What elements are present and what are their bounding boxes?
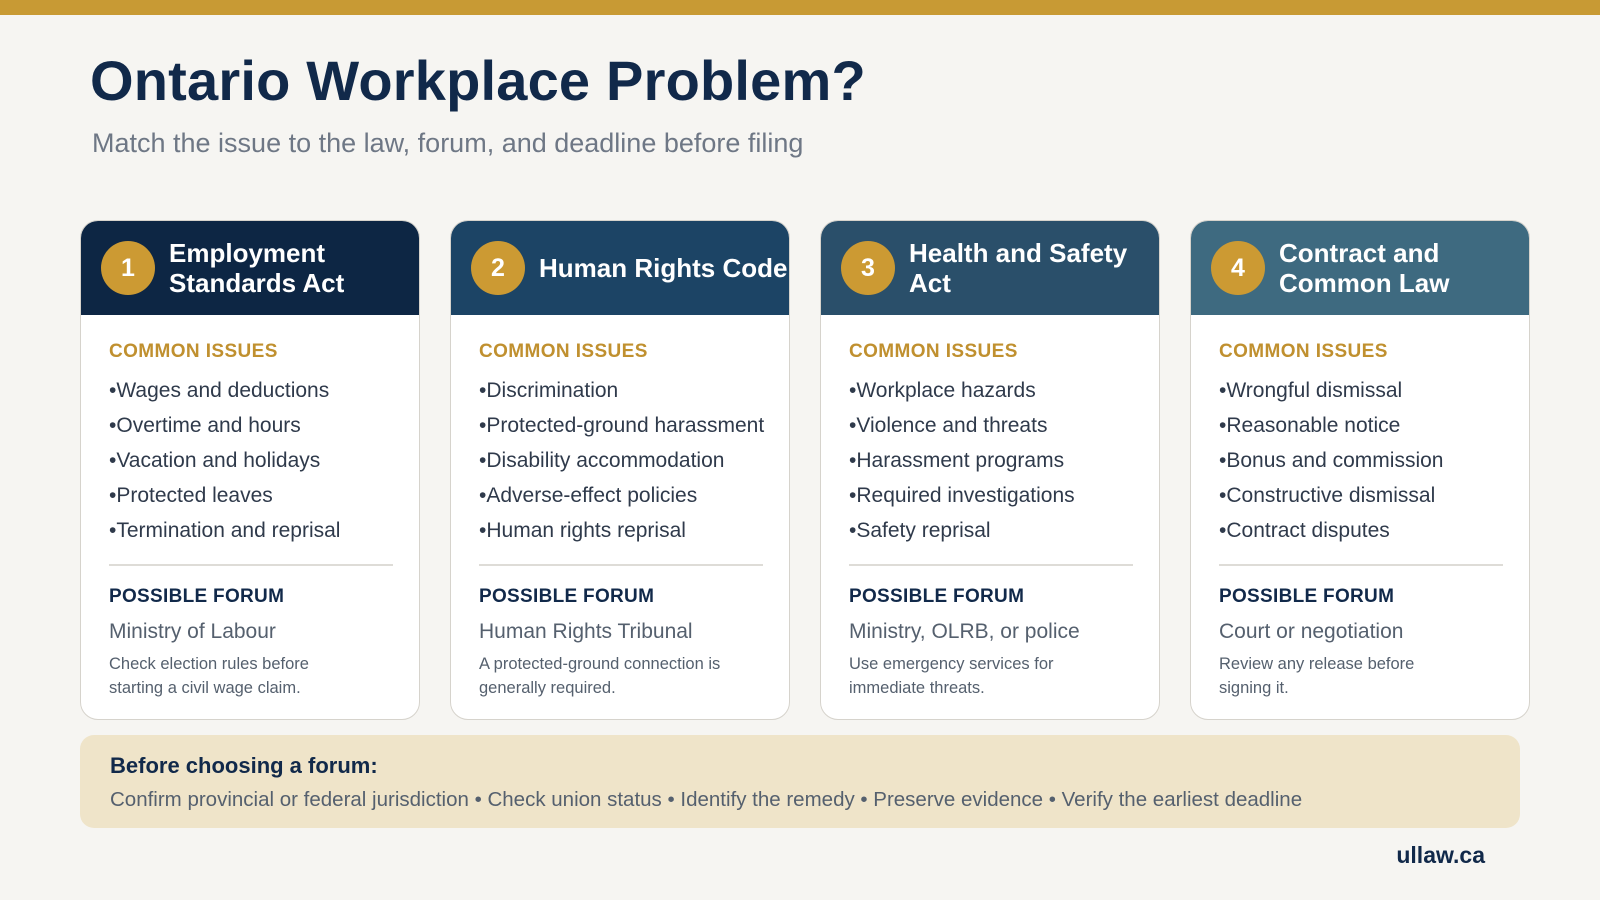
issue-item: • Safety reprisal — [849, 516, 1131, 551]
card-body — [821, 315, 1159, 700]
forum-value: Ministry of Labour — [109, 620, 276, 643]
issue-item: • Disability accommodation — [479, 446, 761, 481]
issue-item: • Reasonable notice — [1219, 411, 1501, 446]
issue-item: • Constructive dismissal — [1219, 481, 1501, 516]
issue-item: • Workplace hazards — [849, 376, 1131, 411]
number-badge: 3 — [841, 241, 895, 295]
issue-item: • Violence and threats — [849, 411, 1131, 446]
forum-value: Human Rights Tribunal — [479, 620, 693, 643]
card-body — [81, 315, 419, 700]
tips-text: Confirm provincial or federal jurisdiction • Check union status • Identify the remedy • Preserve evidence • Verify the earliest deadline — [110, 788, 1303, 811]
forum-note: Review any release before signing it. — [1219, 655, 1415, 697]
common-issues-label: COMMON ISSUES — [109, 341, 278, 362]
before-choosing-panel — [80, 735, 1520, 828]
card-employment-standards — [80, 220, 420, 720]
tips-title: Before choosing a forum: — [110, 753, 378, 778]
page-subtitle: Match the issue to the law, forum, and deadline before filing — [92, 128, 804, 158]
issues-list — [1219, 376, 1501, 551]
possible-forum-label: POSSIBLE FORUM — [109, 586, 285, 607]
issue-item: • Required investigations — [849, 481, 1131, 516]
common-issues-label: COMMON ISSUES — [479, 341, 648, 362]
issues-list — [109, 376, 391, 551]
issues-list — [849, 376, 1131, 551]
card-body — [1191, 315, 1529, 700]
issue-item: • Human rights reprisal — [479, 516, 761, 551]
issue-item: • Protected leaves — [109, 481, 391, 516]
number-badge: 4 — [1211, 241, 1265, 295]
forum-value: Ministry, OLRB, or police — [849, 620, 1080, 643]
divider — [1219, 564, 1503, 566]
issue-item: • Wrongful dismissal — [1219, 376, 1501, 411]
card-title: Contract and Common Law — [1279, 238, 1450, 298]
card-human-rights — [450, 220, 790, 720]
top-accent-bar — [0, 0, 1600, 15]
card-health-safety — [820, 220, 1160, 720]
common-issues-label: COMMON ISSUES — [1219, 341, 1388, 362]
card-contract-common-law — [1190, 220, 1530, 720]
number-badge: 1 — [101, 241, 155, 295]
card-header — [821, 221, 1159, 315]
issue-item: • Termination and reprisal — [109, 516, 391, 551]
issues-list — [479, 376, 765, 551]
forum-note: A protected-ground connection is generally required. — [479, 655, 721, 697]
card-title: Health and Safety Act — [909, 238, 1128, 298]
common-issues-label: COMMON ISSUES — [849, 341, 1018, 362]
card-body — [451, 315, 789, 700]
divider — [849, 564, 1133, 566]
issue-item: • Harassment programs — [849, 446, 1131, 481]
card-title: Human Rights Code — [539, 253, 788, 283]
possible-forum-label: POSSIBLE FORUM — [1219, 586, 1395, 607]
card-header — [1191, 221, 1529, 315]
page-title: Ontario Workplace Problem? — [90, 49, 866, 112]
issue-item: • Contract disputes — [1219, 516, 1501, 551]
forum-note: Check election rules before starting a civil wage claim. — [109, 655, 309, 697]
issue-item: • Protected-ground harassment — [479, 411, 761, 446]
brand-logo-text: ullaw.ca — [1396, 842, 1485, 868]
forum-value: Court or negotiation — [1219, 620, 1404, 643]
card-header — [451, 221, 789, 315]
possible-forum-label: POSSIBLE FORUM — [849, 586, 1025, 607]
issue-item: • Bonus and commission — [1219, 446, 1501, 481]
card-header — [81, 221, 419, 315]
divider — [479, 564, 763, 566]
possible-forum-label: POSSIBLE FORUM — [479, 586, 655, 607]
issue-item: • Adverse-effect policies — [479, 481, 761, 516]
number-badge: 2 — [471, 241, 525, 295]
forum-note: Use emergency services for immediate threats. — [849, 655, 1054, 697]
issue-item: • Vacation and holidays — [109, 446, 391, 481]
issue-item: • Wages and deductions — [109, 376, 391, 411]
law-cards — [80, 220, 1520, 720]
issue-item: • Overtime and hours — [109, 411, 391, 446]
card-title: Employment Standards Act — [169, 238, 345, 298]
divider — [109, 564, 393, 566]
issue-item: • Discrimination — [479, 376, 761, 411]
